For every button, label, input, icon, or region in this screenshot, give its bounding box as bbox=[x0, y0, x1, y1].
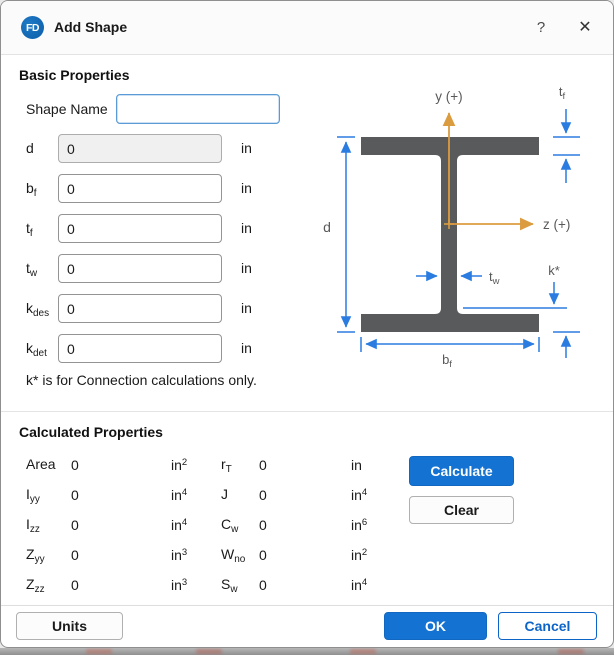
app-logo-icon: FD bbox=[21, 16, 44, 39]
bf-unit: in bbox=[241, 180, 252, 196]
tf-input[interactable] bbox=[58, 214, 222, 243]
d-label: d bbox=[26, 140, 34, 156]
cancel-button[interactable]: Cancel bbox=[498, 612, 597, 640]
calc-value: 0 bbox=[71, 517, 79, 533]
calc-value: 0 bbox=[259, 517, 267, 533]
calc-label: J bbox=[221, 485, 228, 502]
calc-label: $I_{zz}$ bbox=[26, 515, 40, 535]
i-beam-diagram bbox=[309, 65, 609, 405]
calc-unit: $in^4$ bbox=[351, 577, 368, 593]
kdet-label: $k_{det}$ bbox=[26, 340, 47, 359]
i-beam-shape bbox=[361, 137, 539, 332]
calc-value: 0 bbox=[71, 457, 79, 473]
diagram-tw-label: $t_w$ bbox=[489, 269, 500, 287]
kdes-input[interactable] bbox=[58, 294, 222, 323]
kdes-unit: in bbox=[241, 300, 252, 316]
clear-button[interactable]: Clear bbox=[409, 496, 514, 524]
calc-value: 0 bbox=[259, 577, 267, 593]
bf-input[interactable] bbox=[58, 174, 222, 203]
calc-unit: $in^2$ bbox=[171, 457, 188, 473]
dialog-title: Add Shape bbox=[54, 19, 128, 35]
shape-name-input[interactable] bbox=[116, 94, 280, 124]
calc-label: $C_w$ bbox=[221, 515, 239, 535]
bf-label: $b_f$ bbox=[26, 180, 37, 199]
kdes-label: $k_{des}$ bbox=[26, 300, 50, 319]
diagram-k-label: k* bbox=[548, 263, 560, 278]
kdet-input[interactable] bbox=[58, 334, 222, 363]
kdet-unit: in bbox=[241, 340, 252, 356]
d-unit: in bbox=[241, 140, 252, 156]
close-icon[interactable]: ✕ bbox=[578, 19, 592, 36]
units-button[interactable]: Units bbox=[16, 612, 123, 640]
diagram-bf-label: $b_f$ bbox=[442, 352, 452, 370]
tw-input[interactable] bbox=[58, 254, 222, 283]
calc-label: $W_{no}$ bbox=[221, 545, 246, 565]
calc-label: Area bbox=[26, 455, 56, 472]
calc-value: 0 bbox=[71, 577, 79, 593]
calculated-properties-table bbox=[26, 450, 411, 600]
calc-label: $r_T$ bbox=[221, 455, 232, 475]
calculated-properties-heading: Calculated Properties bbox=[19, 424, 163, 440]
help-button[interactable]: ? bbox=[536, 18, 546, 36]
shape-name-label: Shape Name bbox=[26, 101, 108, 117]
tw-label: $t_w$ bbox=[26, 260, 38, 279]
calc-unit: $in^6$ bbox=[351, 517, 368, 533]
d-input bbox=[58, 134, 222, 163]
diagram-tf-label: $t_f$ bbox=[558, 84, 566, 102]
calc-unit: in bbox=[351, 457, 362, 473]
calc-value: 0 bbox=[71, 547, 79, 563]
calc-value: 0 bbox=[259, 547, 267, 563]
calc-value: 0 bbox=[259, 457, 267, 473]
basic-properties-heading: Basic Properties bbox=[19, 67, 130, 83]
tf-label: $t_f$ bbox=[26, 220, 33, 239]
calc-value: 0 bbox=[71, 487, 79, 503]
calc-label: $Z_{zz}$ bbox=[26, 575, 45, 595]
ok-button[interactable]: OK bbox=[384, 612, 487, 640]
calc-unit: $in^4$ bbox=[171, 517, 188, 533]
calc-unit: $in^4$ bbox=[171, 487, 188, 503]
tw-unit: in bbox=[241, 260, 252, 276]
calc-label: $I_{yy}$ bbox=[26, 485, 40, 505]
diagram-z-axis-label: z (+) bbox=[543, 217, 571, 232]
background-app-strip bbox=[0, 648, 614, 655]
calc-unit: $in^2$ bbox=[351, 547, 368, 563]
k-note: k* is for Connection calculations only. bbox=[26, 372, 257, 388]
calculate-button[interactable]: Calculate bbox=[409, 456, 514, 486]
calc-value: 0 bbox=[259, 487, 267, 503]
diagram-d-label: d bbox=[323, 219, 331, 235]
tf-unit: in bbox=[241, 220, 252, 236]
footer-divider bbox=[1, 605, 613, 606]
calc-label: $Z_{yy}$ bbox=[26, 545, 45, 565]
calc-unit: $in^4$ bbox=[351, 487, 368, 503]
diagram-y-axis-label: y (+) bbox=[435, 89, 463, 104]
calc-unit: $in^3$ bbox=[171, 577, 188, 593]
calc-label: $S_w$ bbox=[221, 575, 238, 595]
section-divider bbox=[1, 411, 613, 412]
title-bar bbox=[1, 1, 613, 55]
calc-unit: $in^3$ bbox=[171, 547, 188, 563]
